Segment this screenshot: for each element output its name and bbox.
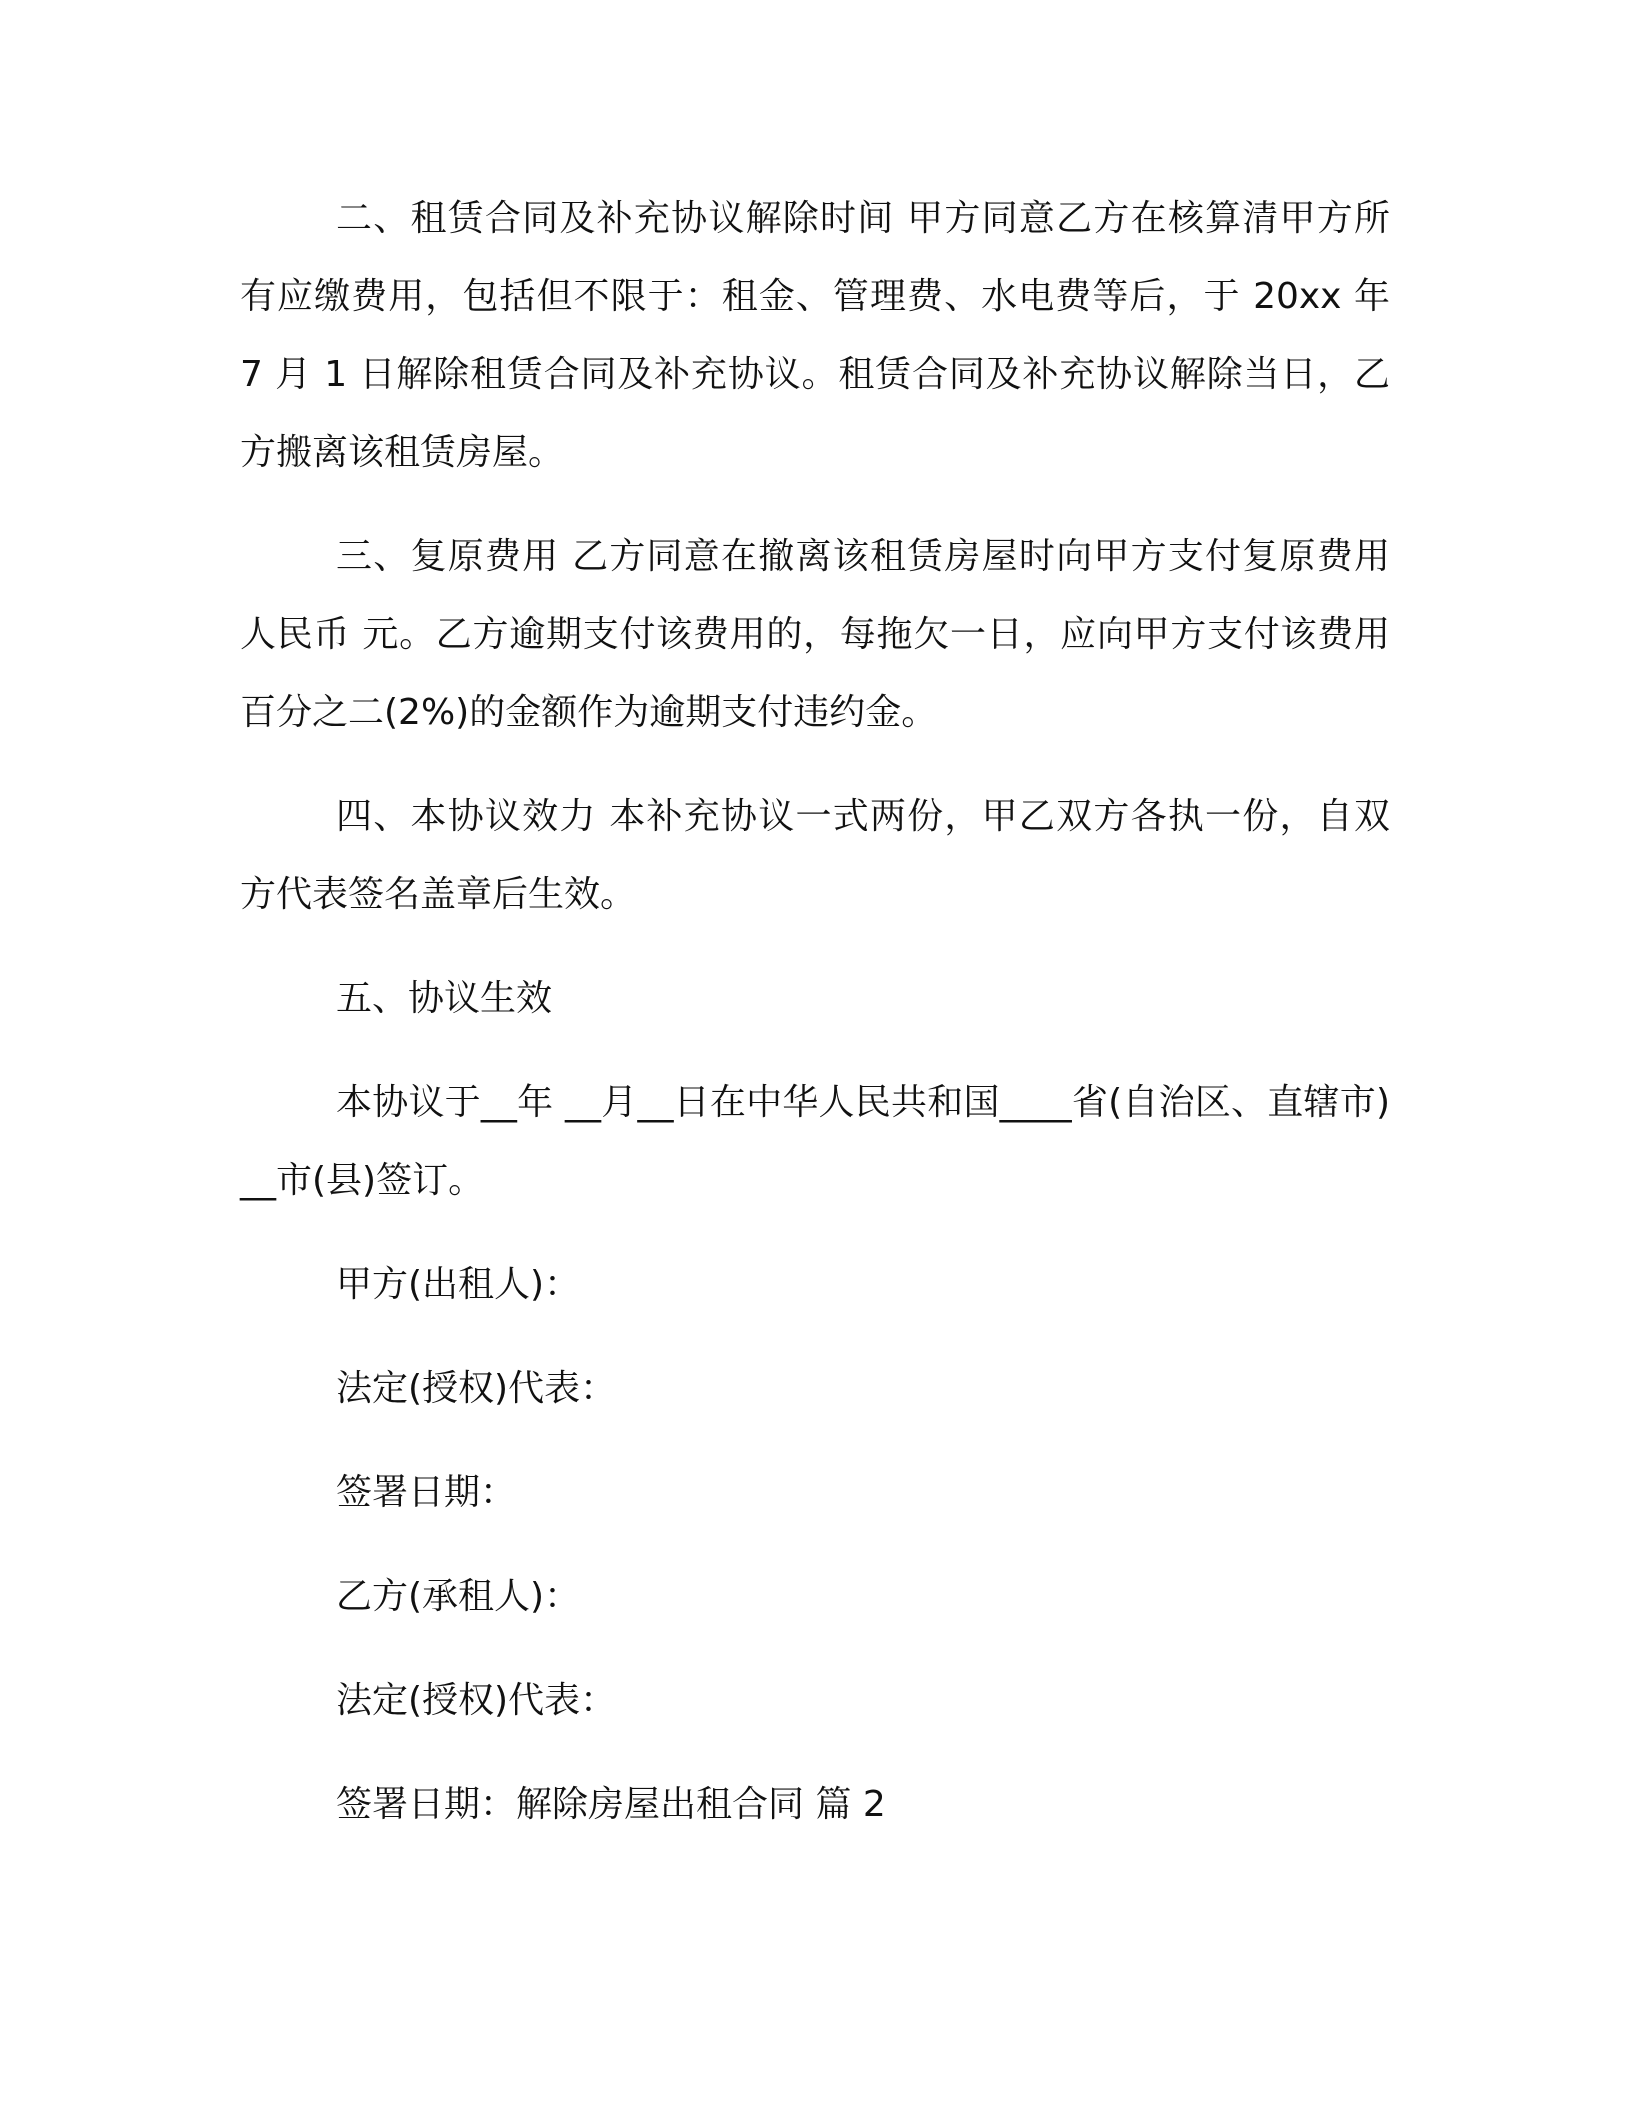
signing-place-paragraph: 本协议于__年 __月__日在中华人民共和国____省(自治区、直辖市)__市(县)签订。	[240, 1082, 1390, 1201]
section-four-paragraph: 四、本协议效力 本补充协议一式两份，甲乙双方各执一份，自双方代表签名盖章后生效。	[240, 796, 1390, 915]
section-three-paragraph: 三、复原费用 乙方同意在撤离该租赁房屋时向甲方支付复原费用人民币 元。乙方逾期支付该费用的，每拖欠一日，应向甲方支付该费用百分之二(2%)的金额作为逾期支付违约金。	[240, 536, 1390, 733]
party-b-date-and-next-title: 签署日期：解除房屋出租合同 篇 2	[336, 1784, 886, 1825]
party-b-representative-label: 法定(授权)代表：	[336, 1680, 617, 1721]
party-b-label: 乙方(承租人)：	[336, 1576, 581, 1617]
section-two-paragraph: 二、租赁合同及补充协议解除时间 甲方同意乙方在核算清甲方所有应缴费用，包括但不限于：租金、管理费、水电费等后，于 20xx 年 7 月 1 日解除租赁合同及补充协议。租赁合同及补充协议解除当日，乙方搬离该租赁房屋。	[240, 198, 1390, 473]
party-a-representative-label: 法定(授权)代表：	[336, 1368, 617, 1409]
section-five-heading: 五、协议生效	[336, 978, 553, 1019]
document-page	[240, 180, 1390, 1870]
party-a-date-label: 签署日期：	[336, 1472, 517, 1513]
party-a-label: 甲方(出租人)：	[336, 1264, 581, 1305]
